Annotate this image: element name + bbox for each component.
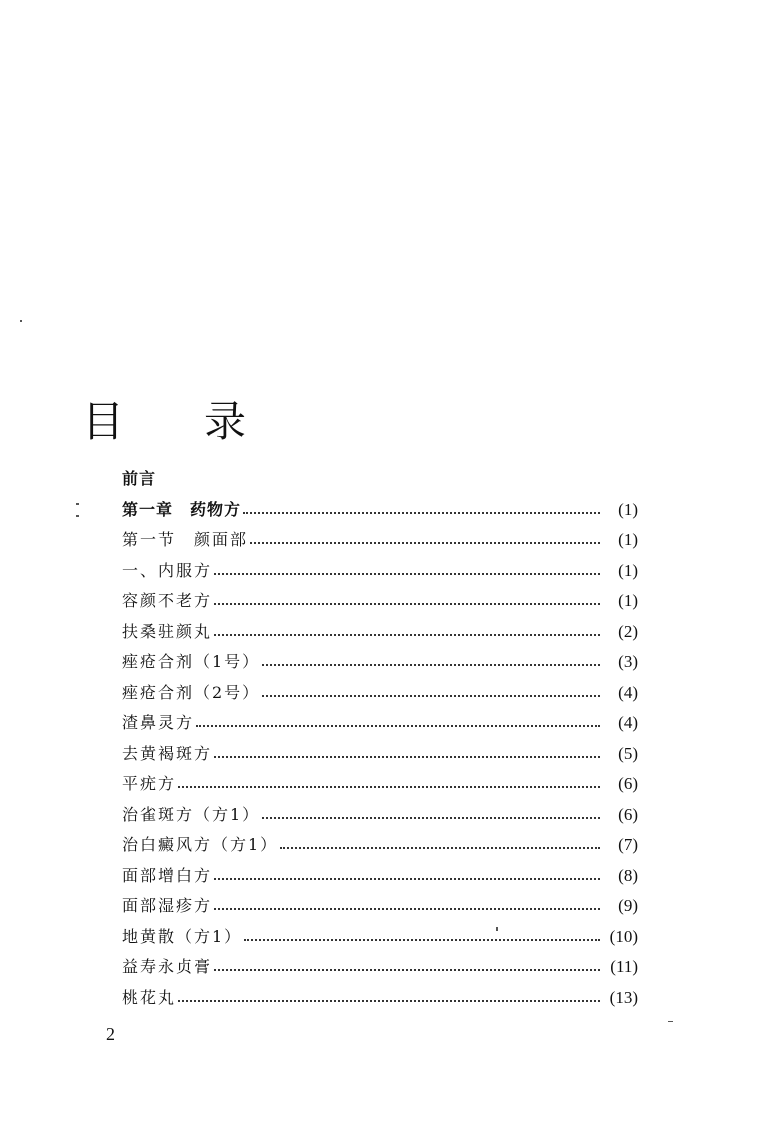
toc-entry-page: (4): [618, 713, 638, 732]
toc-leader-dots: [262, 680, 600, 706]
toc-entry-page: (1): [618, 499, 638, 519]
toc-entry-page: (5): [618, 743, 638, 763]
toc-entry-page: (13): [609, 987, 638, 1007]
scan-speck: [76, 503, 79, 505]
toc-entry-page: (6): [618, 774, 638, 793]
toc-entry[interactable]: [122, 680, 638, 706]
toc-entry-label: 治白癜风方（方1）: [122, 835, 279, 854]
toc-entry[interactable]: [122, 619, 638, 645]
toc-leader-dots: [214, 619, 600, 645]
toc-leader-dots: [196, 710, 600, 736]
toc-entry[interactable]: [122, 832, 638, 858]
toc-entry-page: (7): [618, 835, 638, 854]
toc-entry-label: 地黄散（方1）: [122, 926, 243, 946]
scan-speck: [496, 927, 498, 931]
toc-entry[interactable]: [122, 558, 638, 584]
toc-leader-dots: [214, 863, 600, 889]
toc-entry[interactable]: [122, 741, 638, 767]
toc-entry-page: (9): [618, 896, 638, 915]
toc-entry-page: (8): [618, 865, 638, 885]
toc-entry-label: 痤疮合剂（1号）: [122, 652, 261, 671]
toc-entry-page: (2): [618, 621, 638, 641]
toc-entry-label: 治雀斑方（方1）: [122, 804, 261, 824]
toc-entry-label: 桃花丸: [122, 987, 177, 1007]
toc-heading-char-2: 录: [204, 397, 247, 446]
toc-leader-dots: [178, 771, 600, 797]
scan-speck: [20, 320, 22, 322]
toc-entry[interactable]: [122, 588, 638, 614]
toc-entry[interactable]: [122, 802, 638, 828]
toc-entry-label: 渣鼻灵方: [122, 713, 195, 732]
toc-entry-label: 一、内服方: [122, 560, 213, 580]
toc-leader-dots: [214, 588, 600, 614]
toc-entry[interactable]: [122, 954, 638, 980]
toc-entry-label: 面部增白方: [122, 865, 213, 885]
toc-entry-label: 去黄褐斑方: [122, 743, 213, 763]
toc-leader-dots: [214, 954, 600, 980]
toc-entry-label: 容颜不老方: [122, 591, 213, 610]
toc-entry-label: 第一节 颜面部: [122, 530, 249, 549]
toc-entry-page: (6): [618, 804, 638, 824]
toc-entry-label: 扶桑驻颜丸: [122, 621, 213, 641]
toc-entry-page: (1): [618, 560, 638, 580]
toc-leader-dots: [243, 497, 600, 523]
toc-heading: [82, 392, 282, 452]
toc-preface-label: 前言: [122, 469, 157, 488]
toc-entry[interactable]: [122, 893, 638, 919]
toc-leader-dots: [214, 558, 600, 584]
toc-entry-page: (1): [618, 591, 638, 610]
page-number: 2: [106, 1024, 115, 1044]
toc-entry[interactable]: [122, 771, 638, 797]
toc-leader-dots: [250, 527, 600, 553]
scan-speck: [76, 515, 79, 517]
toc-entry[interactable]: [122, 985, 638, 1011]
toc-leader-dots: [214, 741, 600, 767]
toc-leader-dots: [262, 649, 600, 675]
toc-leader-dots: [280, 832, 600, 858]
toc-entry[interactable]: [122, 924, 638, 950]
toc-preface[interactable]: [122, 466, 638, 492]
toc-leader-dots: [178, 985, 600, 1011]
toc-heading-char-1: 目: [82, 397, 125, 446]
toc-entry[interactable]: [122, 497, 638, 523]
toc-entry[interactable]: [122, 527, 638, 553]
toc-entry[interactable]: [122, 863, 638, 889]
toc-entry-label: 面部湿疹方: [122, 896, 213, 915]
scan-speck: [668, 1021, 673, 1022]
toc-entry-page: (3): [618, 652, 638, 671]
toc-entry-label: 第一章 药物方: [122, 499, 242, 519]
toc-leader-dots: [262, 802, 600, 828]
toc-entry-page: (11): [610, 957, 638, 976]
toc-entry-page: (4): [618, 682, 638, 702]
toc-entry-label: 益寿永贞膏: [122, 957, 213, 976]
toc-entry-label: 痤疮合剂（2号）: [122, 682, 261, 702]
toc-entry-page: (1): [618, 530, 638, 549]
toc-entry-label: 平疣方: [122, 774, 177, 793]
toc-entry-page: (10): [609, 926, 638, 946]
toc-leader-dots: [244, 924, 600, 950]
toc-entry[interactable]: [122, 710, 638, 736]
toc-leader-dots: [214, 893, 600, 919]
toc-entry[interactable]: [122, 649, 638, 675]
